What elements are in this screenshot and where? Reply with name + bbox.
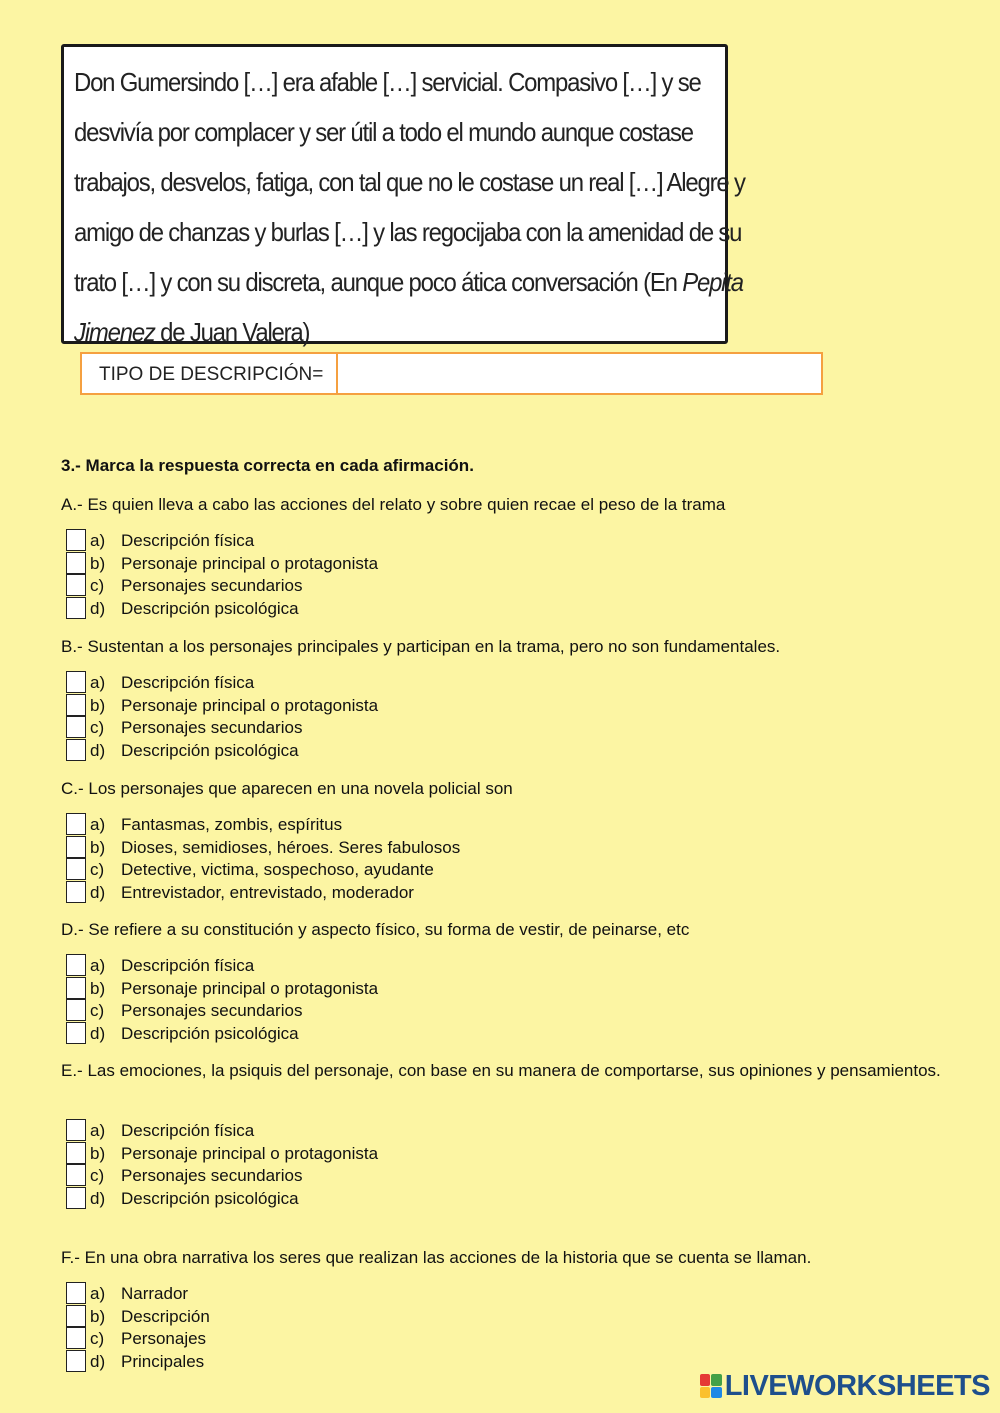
answer-checkbox[interactable] <box>66 1119 86 1141</box>
answer-checkbox[interactable] <box>66 1164 86 1186</box>
section-title: 3.- Marca la respuesta correcta en cada afirmación. <box>61 456 474 475</box>
answer-checkbox[interactable] <box>66 597 86 619</box>
option-letter: b) <box>90 837 106 857</box>
logo-mark-icon <box>700 1374 722 1398</box>
option-letter: b) <box>90 1143 106 1163</box>
answer-checkbox[interactable] <box>66 552 86 574</box>
tipo-descripcion-label: TIPO DE DESCRIPCIÓN= <box>80 352 338 395</box>
answer-checkbox[interactable] <box>66 1327 86 1349</box>
option-label: Descripción psicológica <box>121 741 299 761</box>
option-letter: d) <box>90 1024 106 1044</box>
option-letter: a) <box>90 815 106 834</box>
quote-line: amigo de chanzas y burlas […] y las regocijaba con la amenidad de su <box>74 217 742 247</box>
option-letter: c) <box>90 718 105 738</box>
option-letter: a) <box>90 1284 106 1303</box>
option-letter: d) <box>90 883 106 903</box>
question-text: A.- Es quien lleva a cabo las acciones del relato y sobre quien recae el peso de la trama <box>61 495 726 514</box>
answer-checkbox[interactable] <box>66 574 86 596</box>
option-label: Personaje principal o protagonista <box>121 695 379 715</box>
option-letter: b) <box>90 978 106 998</box>
quote-italic-title: Jimenez <box>74 317 155 347</box>
option-letter: c) <box>90 1166 105 1186</box>
option-letter: c) <box>90 576 105 596</box>
logo-tile <box>700 1374 711 1386</box>
option-label: Personajes secundarios <box>121 718 303 738</box>
option-letter: d) <box>90 599 106 619</box>
question-text: B.- Sustentan a los personajes principales y participan en la trama, pero no son fundamentales. <box>61 637 781 656</box>
answer-checkbox[interactable] <box>66 836 86 858</box>
option-label: Descripción psicológica <box>121 599 299 619</box>
option-label: Personajes secundarios <box>121 1166 303 1186</box>
tipo-descripcion-input[interactable] <box>336 352 823 395</box>
answer-checkbox[interactable] <box>66 977 86 999</box>
quote-line: desvivía por complacer y ser útil a todo el mundo aunque costase <box>74 117 693 147</box>
question-text: F.- En una obra narrativa los seres que realizan las acciones de la historia que se cuenta se llaman. <box>61 1248 812 1267</box>
logo-text: LIVEWORKSHEETS <box>724 1369 990 1402</box>
answer-checkbox[interactable] <box>66 999 86 1021</box>
answer-checkbox[interactable] <box>66 1282 86 1304</box>
answer-checkbox[interactable] <box>66 1022 86 1044</box>
option-letter: d) <box>90 741 106 761</box>
option-label: Personajes secundarios <box>121 576 303 596</box>
option-label: Dioses, semidioses, héroes. Seres fabulosos <box>121 837 461 857</box>
quote-line: Don Gumersindo […] era afable […] servicial. Compasivo […] y se <box>74 67 701 97</box>
option-letter: d) <box>90 1352 106 1372</box>
option-letter: c) <box>90 860 105 880</box>
option-letter: a) <box>90 956 106 975</box>
option-letter: a) <box>90 673 106 692</box>
option-label: Descripción psicológica <box>121 1189 299 1209</box>
answer-checkbox[interactable] <box>66 529 86 551</box>
answer-checkbox[interactable] <box>66 671 86 693</box>
quote-line <box>74 257 743 307</box>
answer-checkbox[interactable] <box>66 1187 86 1209</box>
logo-tile <box>711 1374 722 1386</box>
option-label: Entrevistador, entrevistado, moderador <box>121 883 414 903</box>
answer-checkbox[interactable] <box>66 954 86 976</box>
answer-checkbox[interactable] <box>66 881 86 903</box>
quote-line <box>74 307 664 357</box>
option-label: Detective, victima, sospechoso, ayudante <box>121 860 434 880</box>
answer-checkbox[interactable] <box>66 1305 86 1327</box>
option-label: Personaje principal o protagonista <box>121 1143 379 1163</box>
option-label: Personaje principal o protagonista <box>121 553 379 573</box>
answer-checkbox[interactable] <box>66 739 86 761</box>
option-letter: c) <box>90 1001 105 1021</box>
answer-checkbox[interactable] <box>66 694 86 716</box>
answer-checkbox[interactable] <box>66 813 86 835</box>
option-letter: c) <box>90 1329 105 1349</box>
option-label: Descripción física <box>121 1121 255 1140</box>
answer-checkbox[interactable] <box>66 716 86 738</box>
option-letter: a) <box>90 531 106 550</box>
liveworksheets-logo <box>700 1371 990 1401</box>
option-label: Fantasmas, zombis, espíritus <box>121 815 343 834</box>
option-label: Descripción <box>121 1306 210 1326</box>
quote-line-text: trato […] y con su discreta, aunque poco ática conversación (En <box>74 267 683 297</box>
option-label: Descripción psicológica <box>121 1024 299 1044</box>
option-label: Personajes <box>121 1329 207 1349</box>
logo-tile <box>711 1387 722 1399</box>
option-label: Personaje principal o protagonista <box>121 978 379 998</box>
option-label: Descripción física <box>121 531 255 550</box>
option-letter: a) <box>90 1121 106 1140</box>
option-label: Personajes secundarios <box>121 1001 303 1021</box>
option-label: Descripción física <box>121 956 255 975</box>
question-text: E.- Las emociones, la psiquis del personaje, con base en su manera de comportarse, sus opiniones y pensamientos. <box>61 1061 941 1080</box>
answer-checkbox[interactable] <box>66 1350 86 1372</box>
option-label: Descripción física <box>121 673 255 692</box>
logo-tile <box>700 1387 711 1399</box>
option-letter: b) <box>90 1306 106 1326</box>
question-text: D.- Se refiere a su constitución y aspecto físico, su forma de vestir, de peinarse, etc <box>61 920 690 939</box>
option-letter: d) <box>90 1189 106 1209</box>
option-label: Narrador <box>121 1284 189 1303</box>
option-letter: b) <box>90 553 106 573</box>
question-text: C.- Los personajes que aparecen en una novela policial son <box>61 779 513 798</box>
quote-box <box>61 44 745 347</box>
option-label: Principales <box>121 1352 205 1372</box>
quote-italic-title: Pepita <box>682 267 743 297</box>
option-letter: b) <box>90 695 106 715</box>
quote-author: de Juan Valera) <box>154 317 310 347</box>
quote-line: trabajos, desvelos, fatiga, con tal que no le costase un real […] Alegre y <box>74 167 745 197</box>
answer-checkbox[interactable] <box>66 1142 86 1164</box>
answer-checkbox[interactable] <box>66 858 86 880</box>
